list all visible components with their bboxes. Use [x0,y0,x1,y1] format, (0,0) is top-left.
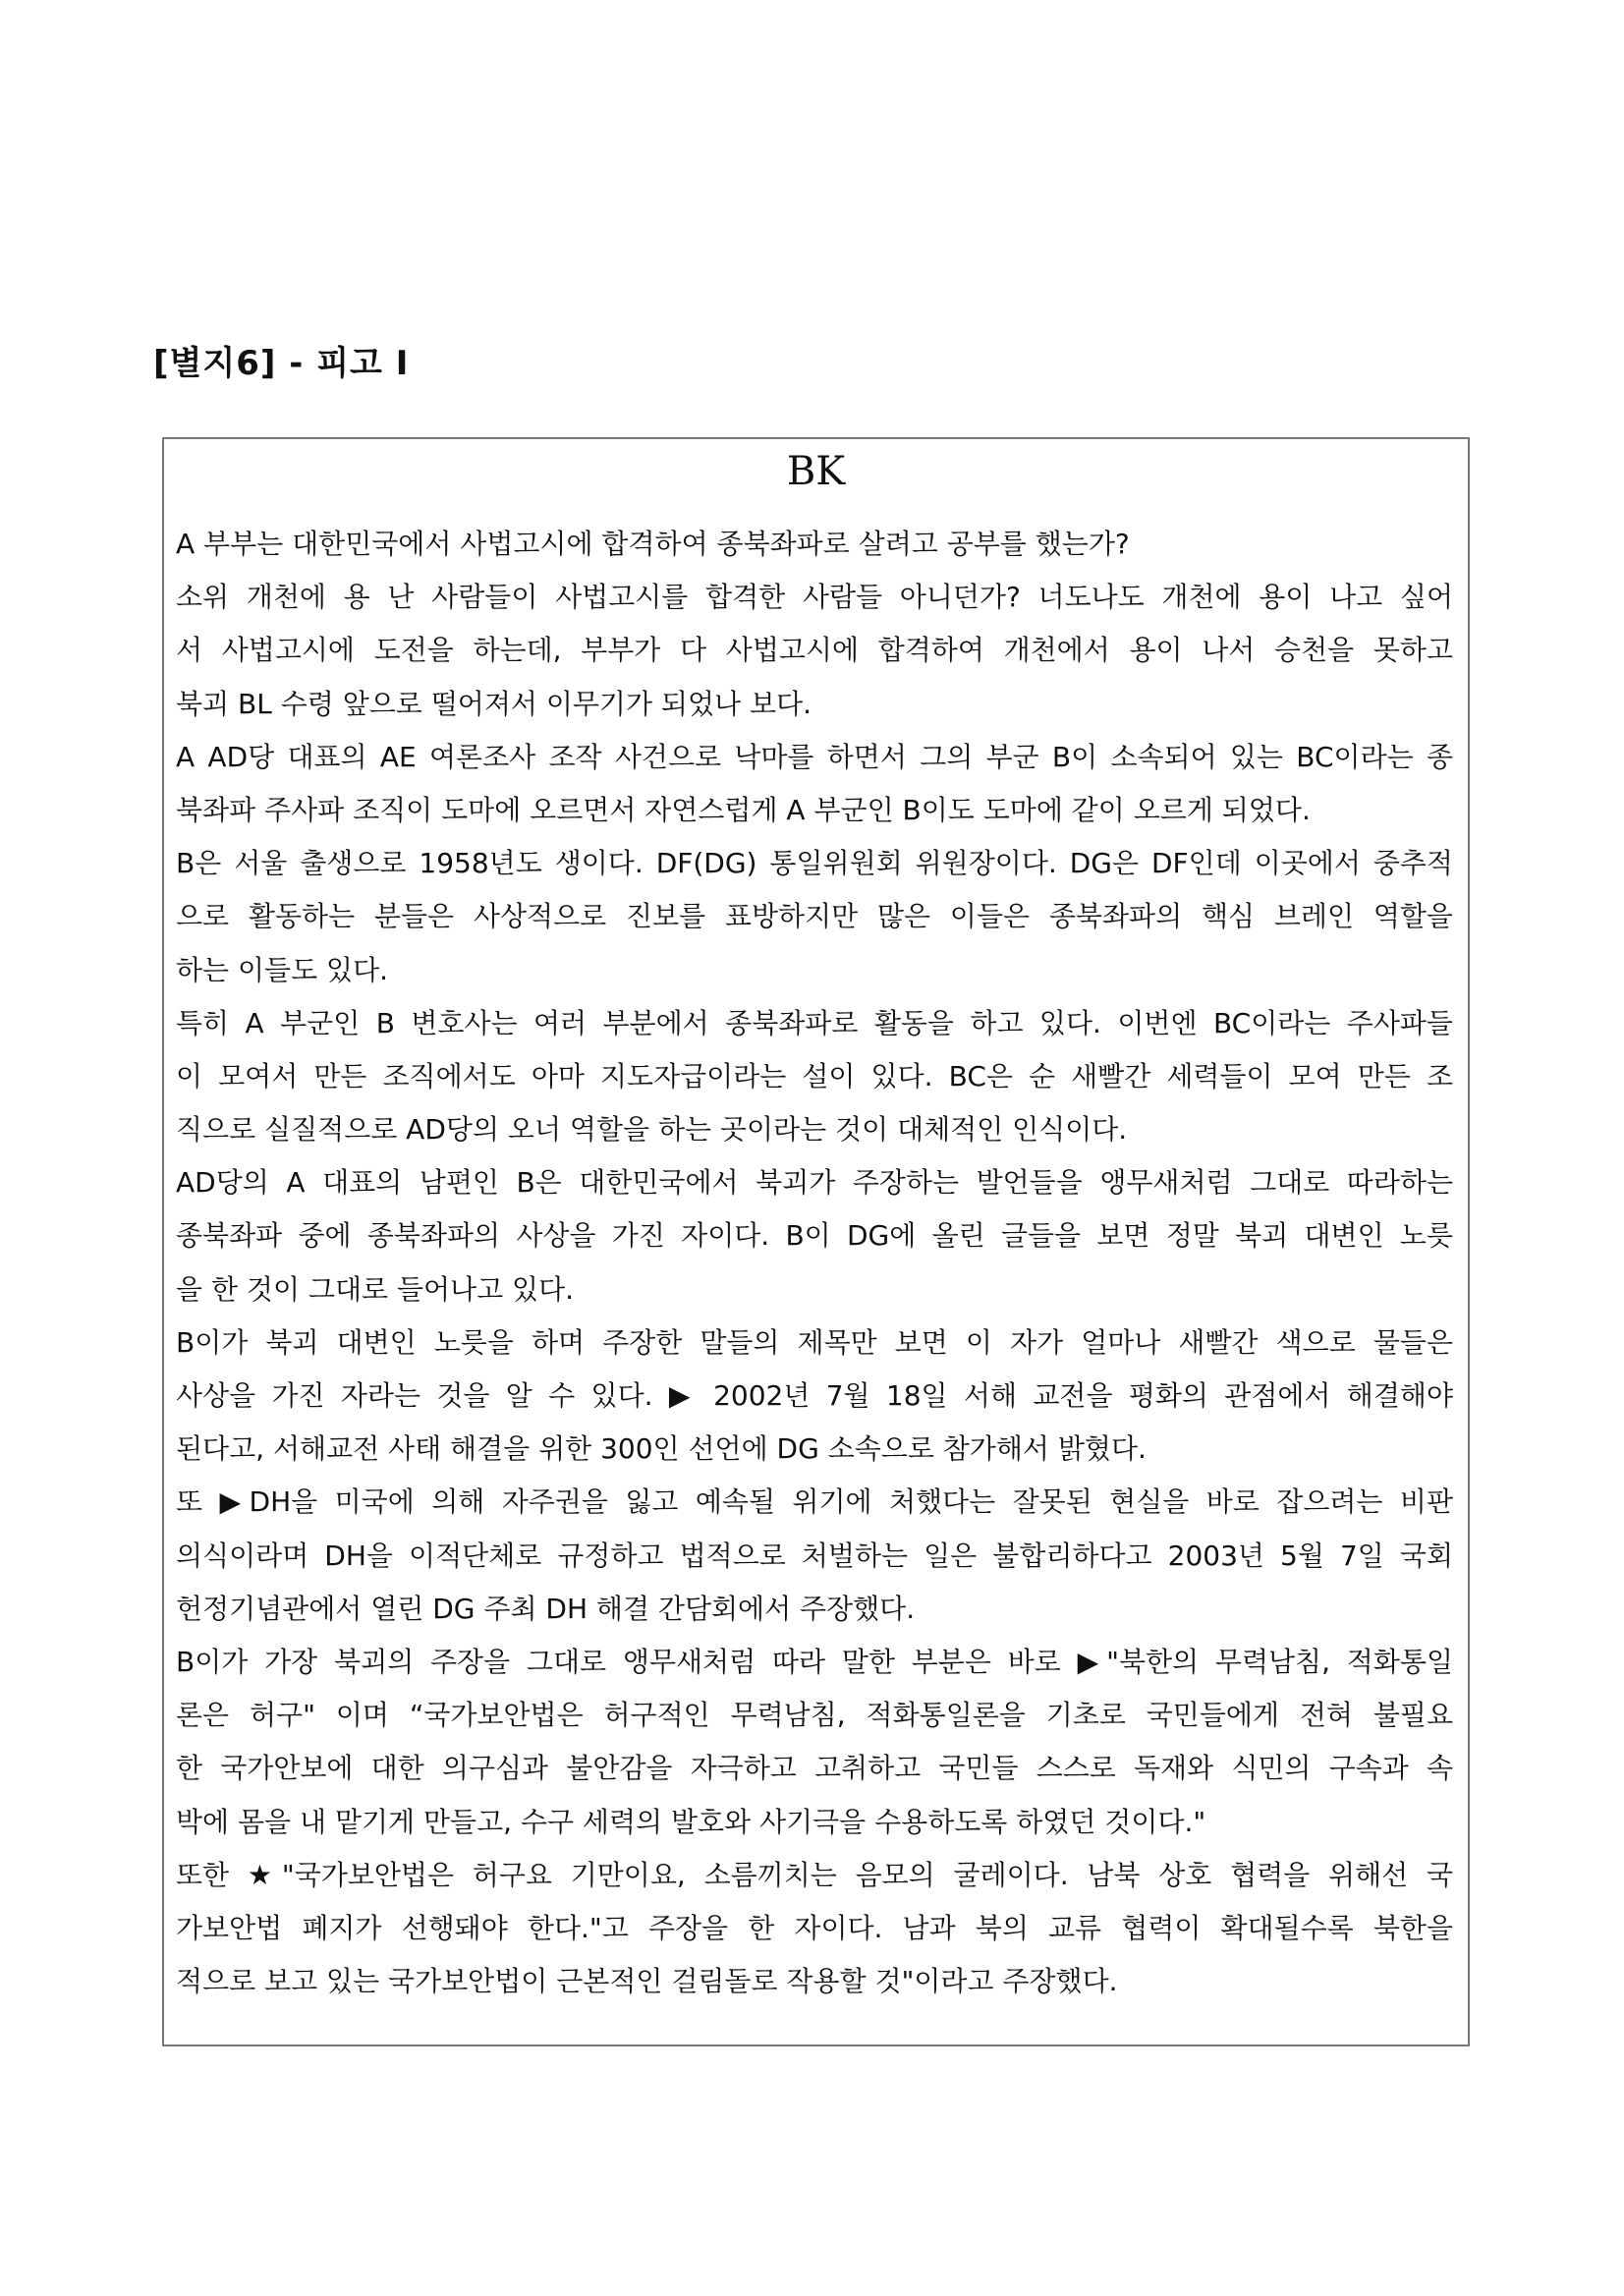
text-line: 된다고, 서해교전 사태 해결을 위한 300인 선언에 DG 소속으로 참가해서 밝혔다. [176,1432,1147,1466]
text-line: 또 ▶DH을 미국에 의해 자주권을 잃고 예속될 위기에 처했다는 잘못된 현실을 바로 잡으려는 비판 [176,1485,1453,1519]
text-line: B은 서울 출생으로 1958년도 생이다. DF(DG) 통일위원회 위원장이다. DG은 DF인데 이곳에서 중추적 [176,847,1453,880]
text-line: AD당의 A 대표의 남편인 B은 대한민국에서 북괴가 주장하는 발언들을 앵무새처럼 그대로 따라하는 [176,1166,1453,1200]
text-line: 북좌파 주사파 조직이 도마에 오르면서 자연스럽게 A 부군인 B이도 도마에 같이 오르게 되었다. [176,793,1311,826]
text-line: 을 한 것이 그대로 들어나고 있다. [176,1272,575,1306]
text-line: 한 국가안보에 대한 의구심과 불안감을 자극하고 고취하고 국민들 스스로 독재와 식민의 구속과 속 [176,1752,1453,1785]
text-line: 이 모여서 만든 조직에서도 아마 지도자급이라는 설이 있다. BC은 순 새빨간 세력들이 모여 만든 조 [176,1059,1453,1092]
text-line: 가보안법 폐지가 선행돼야 한다."고 주장을 한 자이다. 남과 북의 교류 협력이 확대될수록 북한을 [176,1911,1453,1944]
text-line: 의식이라며 DH을 이적단체로 규정하고 법적으로 처벌하는 일은 불합리하다고 2003년 5월 7일 국회 [176,1539,1453,1572]
text-line: 특히 A 부군인 B 변호사는 여러 부분에서 종북좌파로 활동을 하고 있다. 이번엔 BC이라는 주사파들 [176,1006,1453,1039]
text-line: B이가 북괴 대변인 노릇을 하며 주장한 말들의 제목만 보면 이 자가 얼마나 새빨간 색으로 물들은 [176,1325,1453,1359]
box-title: BK [786,449,846,494]
text-line: A AD당 대표의 AE 여론조사 조작 사건으로 낙마를 하면서 그의 부군 B이 소속되어 있는 BC이라는 종 [176,740,1453,773]
text-line: 헌정기념관에서 열린 DG 주최 DH 해결 간담회에서 주장했다. [176,1592,916,1625]
text-line: 하는 이들도 있다. [176,953,389,986]
text-line: 북괴 BL 수령 앞으로 떨어져서 이무기가 되었나 보다. [176,687,812,720]
text-line: 적으로 보고 있는 국가보안법이 근본적인 걸림돌로 작용할 것"이라고 주장했다. [176,1965,1118,1998]
text-line: 사상을 가진 자라는 것을 알 수 있다. ▶ 2002년 7월 18일 서해 교전을 평화의 관점에서 해결해야 [176,1379,1453,1412]
text-line: 박에 몸을 내 맡기게 만들고, 수구 세력의 발호와 사기극을 수용하도록 하였던 것이다." [176,1805,1206,1838]
content-box [162,437,1470,2046]
body-text [176,518,1453,2008]
text-line: 으로 활동하는 분들은 사상적으로 진보를 표방하지만 많은 이들은 종북좌파의 핵심 브레인 역할을 [176,900,1453,933]
text-line: 론은 허구" 이며 “국가보안법은 허구적인 무력남침, 적화통일론을 기초로 국민들에게 전혀 불필요 [176,1699,1453,1732]
page-heading: [별지6] - 피고 I [153,344,410,383]
text-line: 서 사법고시에 도전을 하는데, 부부가 다 사법고시에 합격하여 개천에서 용이 나서 승천을 못하고 [176,634,1453,667]
text-line: 또한 ★"국가보안법은 허구요 기만이요, 소름끼치는 음모의 굴레이다. 남북 상호 협력을 위해선 국 [176,1858,1453,1891]
text-line: A 부부는 대한민국에서 사법고시에 합격하여 종북좌파로 살려고 공부를 했는가? [176,528,1130,560]
text-line: 소위 개천에 용 난 사람들이 사법고시를 합격한 사람들 아니던가? 너도나도 개천에 용이 나고 싶어 [176,581,1453,614]
text-line: 종북좌파 중에 종북좌파의 사상을 가진 자이다. B이 DG에 올린 글들을 보면 정말 북괴 대변인 노릇 [176,1219,1453,1253]
text-line: 직으로 실질적으로 AD당의 오너 역할을 하는 곳이라는 것이 대체적인 인식이다. [176,1113,1128,1147]
text-line: B이가 가장 북괴의 주장을 그대로 앵무새처럼 따라 말한 부분은 바로 ▶"북한의 무력남침, 적화통일 [176,1645,1453,1678]
